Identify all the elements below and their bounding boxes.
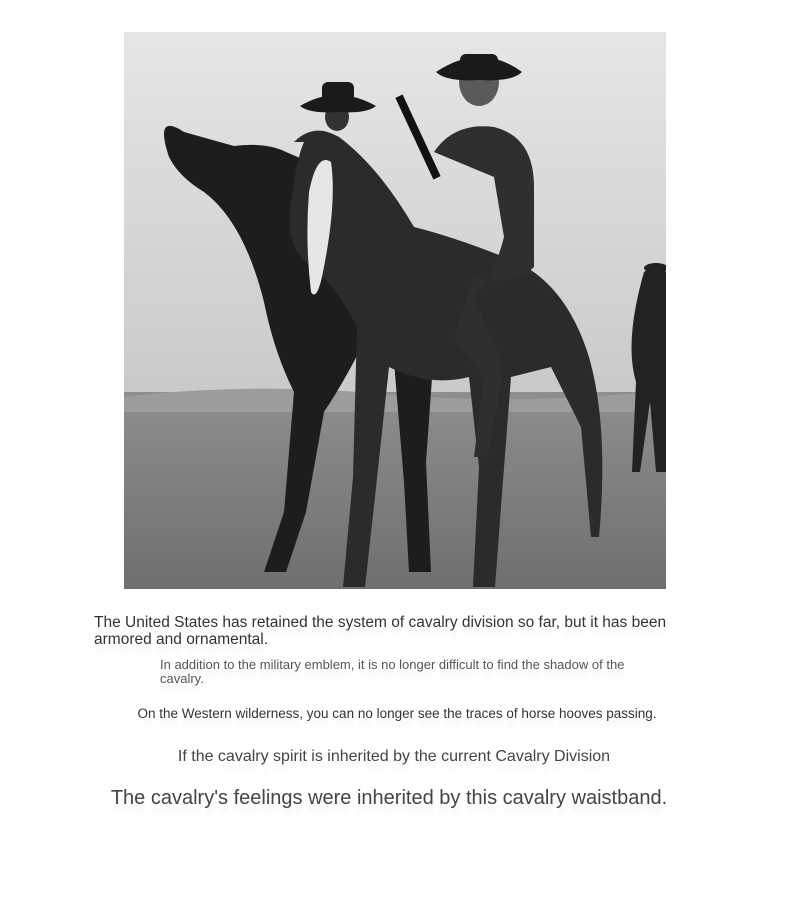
caption-line-4: If the cavalry spirit is inherited by the current Cavalry Division [177, 748, 611, 765]
caption-line-5: The cavalry's feelings were inherited by this cavalry waistband. [110, 787, 668, 809]
caption-line-3: On the Western wilderness, you can no longer see the traces of horse hooves passing. [137, 706, 657, 721]
cavalry-photo [124, 32, 666, 589]
caption-line-2: In addition to the military emblem, it is no longer difficult to find the shadow of the cavalry. [160, 657, 625, 686]
caption-line-1: The United States has retained the system of cavalry division so far, but it has been armored and ornamental. [94, 614, 667, 648]
